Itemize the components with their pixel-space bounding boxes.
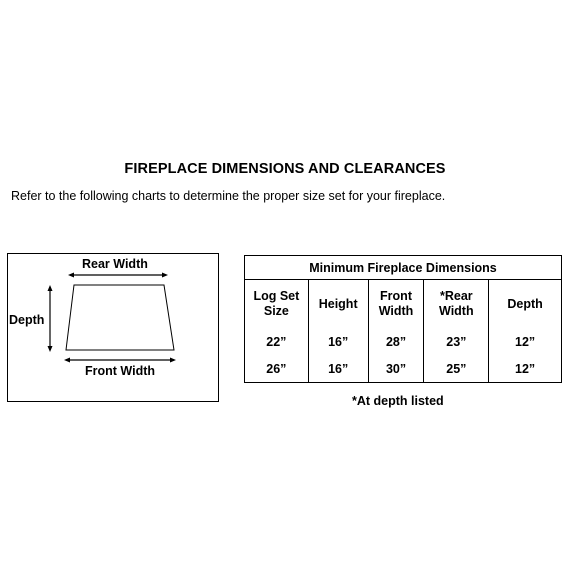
table-row bbox=[245, 355, 562, 383]
table-cell: 28” bbox=[368, 328, 424, 355]
table-footnote: *At depth listed bbox=[352, 394, 444, 408]
rear-width-label: Rear Width bbox=[82, 257, 148, 271]
header-height: Height bbox=[308, 280, 368, 329]
header-rear-width: *Rear Width bbox=[424, 280, 489, 329]
table-cell: 25” bbox=[424, 355, 489, 383]
table-cell: 16” bbox=[308, 328, 368, 355]
table-row bbox=[245, 328, 562, 355]
header-front-width: Front Width bbox=[368, 280, 424, 329]
table-cell: 30” bbox=[368, 355, 424, 383]
table-cell: 16” bbox=[308, 355, 368, 383]
table-cell: 22” bbox=[245, 328, 309, 355]
table-cell: 12” bbox=[489, 355, 562, 383]
front-width-label: Front Width bbox=[85, 364, 156, 378]
page-title: FIREPLACE DIMENSIONS AND CLEARANCES bbox=[124, 161, 446, 177]
minimum-dimensions-table bbox=[244, 255, 562, 383]
depth-label: Depth bbox=[9, 313, 45, 327]
header-depth: Depth bbox=[489, 280, 562, 329]
table-caption: Minimum Fireplace Dimensions bbox=[245, 256, 562, 280]
fireplace-outline bbox=[66, 285, 174, 350]
intro-text: Refer to the following charts to determine the proper size set for your fireplace. bbox=[11, 189, 446, 203]
table-cell: 26” bbox=[245, 355, 309, 383]
fireplace-trapezoid-drawing bbox=[8, 254, 220, 403]
table-cell: 12” bbox=[489, 328, 562, 355]
table-cell: 23” bbox=[424, 328, 489, 355]
header-log-set-size: Log Set Size bbox=[245, 280, 309, 329]
fireplace-diagram bbox=[7, 253, 219, 402]
